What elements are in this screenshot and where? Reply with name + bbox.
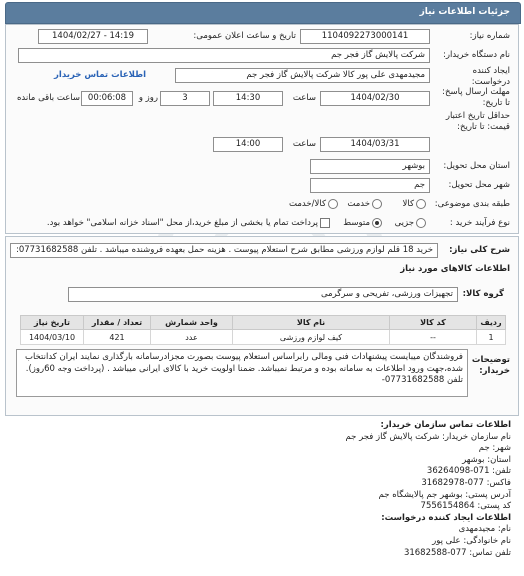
buyer-org-label: نام دستگاه خریدار: [443, 50, 510, 60]
reply-time-label: ساعت [292, 93, 316, 103]
purchase-medium-label: متوسط [343, 218, 370, 228]
category-service-radio[interactable] [372, 199, 382, 209]
need-summary-panel [5, 236, 519, 416]
contact-heading: اطلاعات تماس سازمان خریدار: [380, 420, 511, 430]
contact-section [5, 420, 517, 570]
contact-province: استان: بوشهر [462, 454, 511, 465]
category-goods-label: کالا [402, 199, 414, 209]
payment-note: پرداخت تمام یا بخشی از مبلغ خرید،از محل "اسناد خزانه اسلامی" خواهد بود. [46, 218, 318, 228]
category-service-label: خدمت [347, 199, 370, 209]
buyer-contact-link[interactable]: اطلاعات تماس خریدار [54, 70, 146, 80]
contact-fax: فاکس: 077-31682978 [421, 477, 511, 488]
goods-table [20, 315, 506, 345]
announce-label: تاریخ و ساعت اعلان عمومی: [193, 31, 296, 41]
remaining-label: ساعت باقی مانده [16, 93, 80, 103]
province-field[interactable]: بوشهر [310, 159, 430, 174]
page-title: جزئیات اطلاعات نیاز [419, 7, 510, 17]
creator-phone: تلفن تماس: 077-31682588 [403, 547, 511, 558]
reply-deadline-label: مهلت ارسال پاسخ: تا تاریخ: [442, 87, 510, 108]
treasury-checkbox[interactable] [320, 218, 330, 228]
group-label: گروه کالا: [462, 289, 504, 299]
category-goods-radio[interactable] [416, 199, 426, 209]
purchase-type-label: نوع فرآیند خرید : [449, 218, 510, 228]
cell-row: 1 [477, 330, 506, 345]
category-label: طبقه بندی موضوعی: [434, 199, 510, 209]
announce-field[interactable]: 1404/02/27 - 14:19 [38, 29, 148, 44]
need-number-field[interactable]: 1104092273000141 [300, 29, 430, 44]
purchase-minor-radio[interactable] [416, 218, 426, 228]
need-number-label: شماره نیاز: [469, 31, 510, 41]
validity-date-field[interactable]: 1404/03/31 [320, 137, 430, 152]
col-code: کد کالا [390, 316, 477, 330]
purchase-medium-radio[interactable] [372, 218, 382, 228]
remaining-time-field[interactable]: 00:06:08 [81, 91, 133, 106]
contact-city: شهر: جم [478, 443, 511, 454]
contact-phone: تلفن: 071-36264098 [426, 466, 511, 477]
table-header-row [21, 316, 506, 330]
page-header [5, 2, 521, 24]
creator-label: ایجاد کننده درخواست: [471, 66, 510, 87]
cell-qty: 421 [84, 330, 151, 345]
reply-time-field[interactable]: 14:30 [213, 91, 283, 106]
contact-address: آدرس پستی: بوشهر جم پالایشگاه جم [378, 489, 511, 500]
days-field[interactable]: 3 [160, 91, 210, 106]
contact-org: نام سازمان خریدار: شرکت پالایش گاز فجر جم [345, 431, 511, 442]
purchase-minor-label: جزیی [394, 218, 414, 228]
province-label: استان محل تحویل: [443, 161, 510, 171]
goods-heading: اطلاعات کالاهای مورد نیاز [400, 264, 510, 274]
buyer-notes-box: فروشندگان میبایست پیشنهادات فنی ومالی رابراساس استعلام پیوست بصورت مجزادرسامانه بارگذاری نمایند ایران کدانتخاب شده،جهت ورود اطلاعات به سامانه بوده و مرتبط نمیباشد. ضمنا اولویت خرید با کالای ایرانی میباشد . (پرداخت وجه 60روز). تلفن 07731682588- [16, 349, 468, 397]
category-both-label: کالا/خدمت [289, 199, 326, 209]
cell-code: -- [390, 330, 477, 345]
city-label: شهر محل تحویل: [448, 180, 510, 190]
creator-info-heading: اطلاعات ایجاد کننده درخواست: [381, 512, 511, 523]
col-date: تاریخ نیاز [21, 316, 84, 330]
summary-field[interactable]: خرید 18 قلم لوازم ورزشی مطابق شرح استعلام پیوست . هزینه حمل بعهده فروشنده میباشد . تلفن 07731682588: [10, 243, 438, 258]
creator-first-name: نام: مجیدمهدی [458, 524, 511, 535]
table-row[interactable] [21, 330, 506, 345]
creator-last-name: نام خانوادگی: علی پور [432, 535, 511, 546]
group-field[interactable]: تجهیزات ورزشی، تفریحی و سرگرمی [68, 287, 458, 302]
validity-label: حداقل تاریخ اعتبار قیمت: تا تاریخ: [445, 111, 510, 132]
cell-unit: عدد [151, 330, 233, 345]
col-name: نام کالا [233, 316, 390, 330]
summary-label: شرح کلی نیاز: [449, 245, 510, 255]
contact-postal: کد پستی: 7556154864 [420, 501, 511, 512]
validity-time-field[interactable]: 14:00 [213, 137, 283, 152]
category-both-radio[interactable] [328, 199, 338, 209]
cell-name: کیف لوازم ورزشی [233, 330, 390, 345]
col-row: ردیف [477, 316, 506, 330]
creator-field[interactable]: مجیدمهدی علی پور کالا شرکت پالایش گاز فجر جم [175, 68, 430, 83]
buyer-notes-label: توضیحات خریدار: [471, 355, 510, 376]
cell-date: 1404/03/10 [21, 330, 84, 345]
col-qty: تعداد / مقدار [84, 316, 151, 330]
buyer-org-field[interactable]: شرکت پالایش گاز فجر جم [18, 48, 430, 63]
col-unit: واحد شمارش [151, 316, 233, 330]
days-label: روز و [138, 93, 158, 103]
need-info-panel [5, 24, 519, 234]
reply-date-field[interactable]: 1404/02/30 [320, 91, 430, 106]
city-field[interactable]: جم [310, 178, 430, 193]
validity-time-label: ساعت [292, 139, 316, 149]
